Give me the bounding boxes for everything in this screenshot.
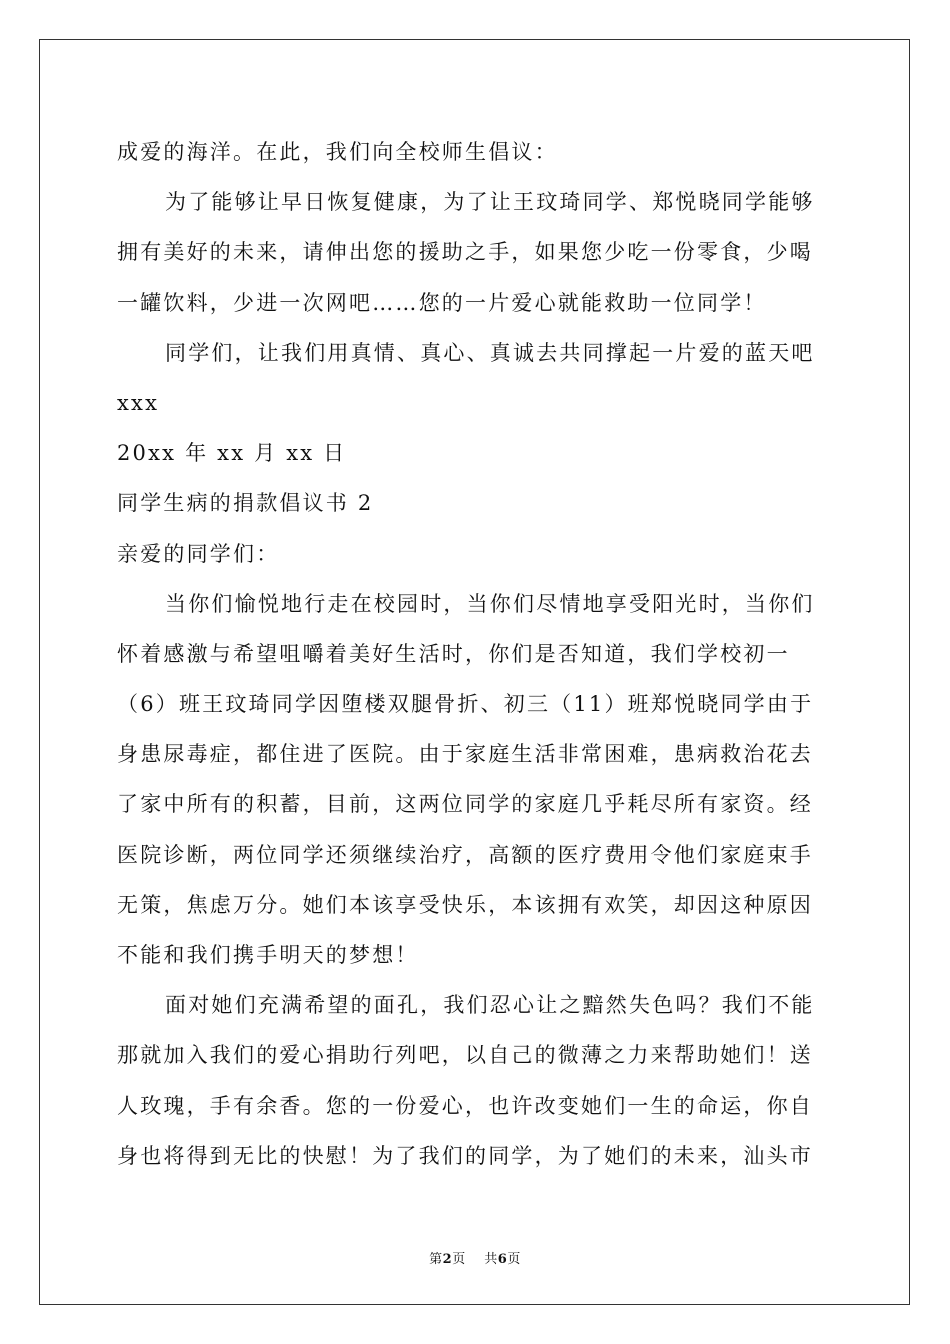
page-total: 6	[497, 1252, 508, 1267]
page-total-prefix: 共	[484, 1252, 498, 1267]
paragraph-line: 身也将得到无比的快慰！为了我们的同学，为了她们的未来，汕头市	[117, 1143, 813, 1168]
paragraph-line: 面对她们充满希望的面孔，我们忍心让之黯然失色吗？我们不能	[165, 993, 815, 1018]
page-footer	[0, 1248, 950, 1267]
document-body	[117, 127, 837, 1181]
paragraph-line: 为了能够让早日恢复健康，为了让王玟琦同学、郑悦晓同学能够	[165, 190, 815, 215]
paragraph-line: 医院诊断，两位同学还须继续治疗，高额的医疗费用令他们家庭束手	[117, 842, 813, 867]
paragraph-line: 一罐饮料，少进一次网吧……您的一片爱心就能救助一位同学！	[117, 290, 767, 315]
signature-date: 20xx 年 xx 月 xx 日	[117, 441, 347, 466]
salutation: 亲爱的同学们：	[117, 541, 280, 566]
paragraph-line: 当你们愉悦地行走在校园时，当你们尽情地享受阳光时，当你们	[165, 591, 815, 616]
paragraph-line: 那就加入我们的爱心捐助行列吧，以自己的微薄之力来帮助她们！送	[117, 1043, 813, 1068]
page-number: 2	[442, 1252, 453, 1267]
paragraph-line: （6）班王玟琦同学因堕楼双腿骨折、初三（11）班郑悦晓同学由于	[117, 692, 814, 717]
paragraph-line: 同学们，让我们用真情、真心、真诚去共同撑起一片爱的蓝天吧	[165, 340, 815, 365]
paragraph-line: 怀着感激与希望咀嚼着美好生活时，你们是否知道，我们学校初一	[117, 641, 790, 666]
paragraph-line: 人玫瑰，手有余香。您的一份爱心，也许改变她们一生的命运，你自	[117, 1093, 813, 1118]
paragraph-line: 拥有美好的未来，请伸出您的援助之手，如果您少吃一份零食，少喝	[117, 240, 813, 265]
page-total-suffix: 页	[507, 1252, 521, 1267]
paragraph-line: 了家中所有的积蓄，目前，这两位同学的家庭几乎耗尽所有家资。经	[117, 792, 813, 817]
paragraph-line: 无策，焦虑万分。她们本该享受快乐，本该拥有欢笑，却因这种原因	[117, 892, 813, 917]
signature-name: xxx	[117, 390, 160, 415]
page-number-suffix: 页	[452, 1252, 466, 1267]
paragraph-line: 成爱的海洋。在此，我们向全校师生倡议：	[117, 140, 558, 164]
page-number-prefix: 第	[429, 1252, 443, 1267]
paragraph-line: 不能和我们携手明天的梦想！	[117, 943, 419, 967]
section-title: 同学生病的捐款倡议书 2	[117, 491, 374, 516]
paragraph-line: 身患尿毒症，都住进了医院。由于家庭生活非常困难，患病救治花去	[117, 742, 813, 767]
